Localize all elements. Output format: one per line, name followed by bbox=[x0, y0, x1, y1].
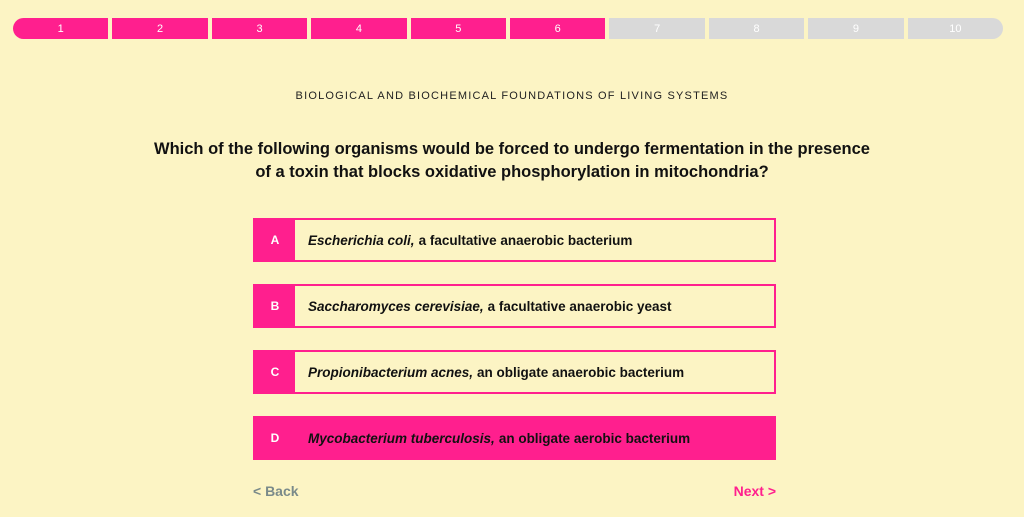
choice-organism: Mycobacterium tuberculosis, bbox=[308, 430, 495, 446]
choice-b[interactable] bbox=[253, 284, 776, 328]
answer-choices bbox=[253, 218, 776, 482]
next-button[interactable]: Next > bbox=[733, 483, 776, 499]
choice-text bbox=[295, 352, 774, 392]
progress-step-1[interactable]: 1 bbox=[13, 18, 108, 39]
choice-a[interactable] bbox=[253, 218, 776, 262]
choice-description: a facultative anaerobic yeast bbox=[487, 298, 672, 314]
progress-step-10[interactable]: 10 bbox=[908, 18, 1003, 39]
progress-step-5[interactable]: 5 bbox=[411, 18, 506, 39]
question-text: Which of the following organisms would be forced to undergo fermentation in the presence of a toxin that blocks oxidative phosphorylation in mitochondria? bbox=[154, 140, 870, 181]
progress-bar bbox=[13, 18, 1003, 39]
progress-step-7[interactable]: 7 bbox=[609, 18, 704, 39]
progress-step-4[interactable]: 4 bbox=[311, 18, 406, 39]
choice-organism: Propionibacterium acnes, bbox=[308, 364, 474, 380]
choice-organism: Escherichia coli, bbox=[308, 232, 415, 248]
progress-step-6[interactable]: 6 bbox=[510, 18, 605, 39]
progress-step-8[interactable]: 8 bbox=[709, 18, 804, 39]
choice-description: an obligate aerobic bacterium bbox=[498, 430, 691, 446]
progress-step-9[interactable]: 9 bbox=[808, 18, 903, 39]
choice-description: an obligate anaerobic bacterium bbox=[477, 364, 685, 380]
choice-d[interactable] bbox=[253, 416, 776, 460]
choice-description: a facultative anaerobic bacterium bbox=[418, 232, 633, 248]
choice-letter: B bbox=[255, 286, 295, 326]
back-button[interactable]: < Back bbox=[253, 483, 299, 499]
question-category: BIOLOGICAL AND BIOCHEMICAL FOUNDATIONS OF LIVING SYSTEMS bbox=[295, 90, 729, 102]
choice-c[interactable] bbox=[253, 350, 776, 394]
progress-step-2[interactable]: 2 bbox=[112, 18, 207, 39]
choice-text bbox=[295, 286, 774, 326]
choice-text bbox=[295, 220, 774, 260]
choice-letter: A bbox=[255, 220, 295, 260]
progress-step-3[interactable]: 3 bbox=[212, 18, 307, 39]
choice-letter: D bbox=[255, 418, 295, 458]
choice-text bbox=[295, 418, 774, 458]
choice-letter: C bbox=[255, 352, 295, 392]
choice-organism: Saccharomyces cerevisiae, bbox=[308, 298, 484, 314]
